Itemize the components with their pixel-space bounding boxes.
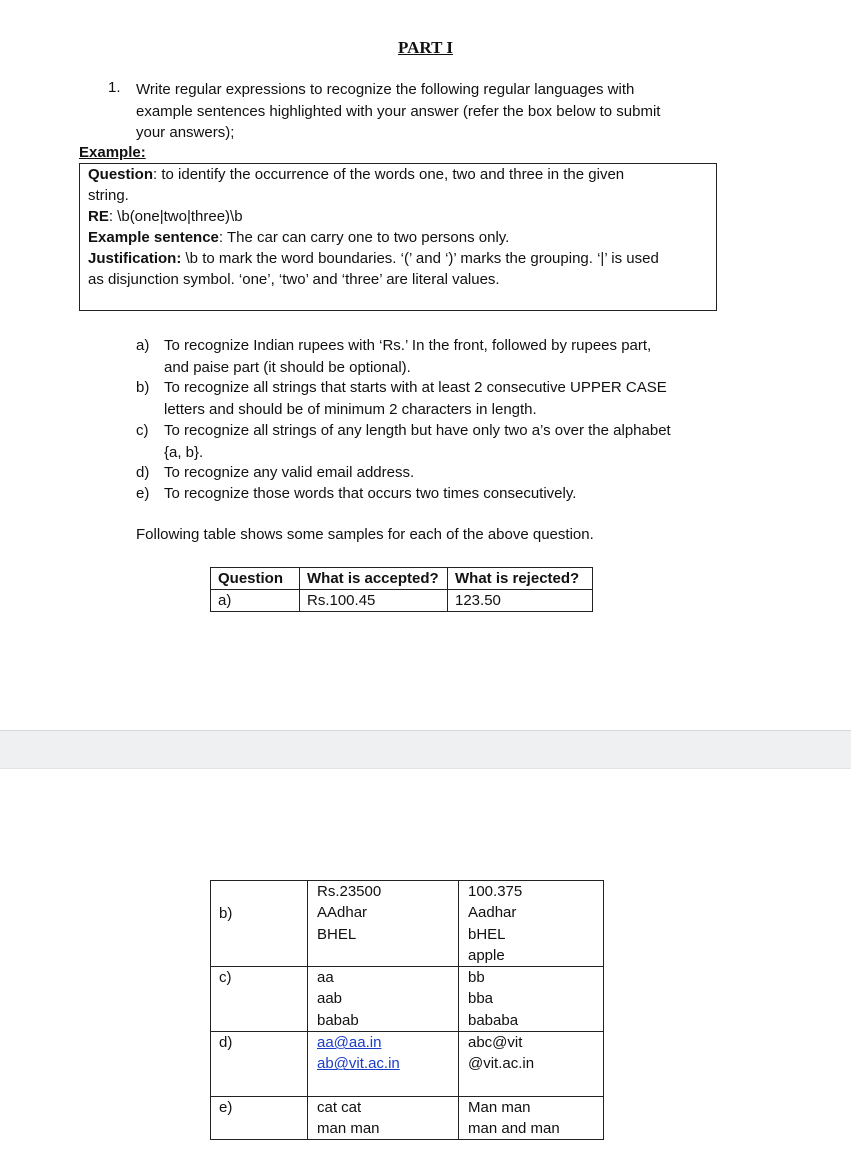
example-label: Example:	[79, 144, 146, 161]
rejected-value: Man man	[468, 1098, 531, 1116]
question-number: 1.	[108, 79, 121, 96]
accepted-value: Rs.100.45	[300, 590, 448, 612]
example-justification	[88, 248, 710, 269]
row-label: a)	[211, 590, 300, 612]
rejected-value: bb	[468, 969, 485, 987]
email-link[interactable]: ab@vit.ac.in	[317, 1055, 400, 1073]
table-row	[211, 1032, 604, 1097]
question-text	[136, 79, 718, 144]
rejected-value: apple	[468, 946, 505, 964]
accepted-value: cat cat	[317, 1098, 362, 1116]
samples-table-continued	[210, 880, 604, 1140]
example-question-text: : to identify the occurrence of the words one, two and three in the given	[153, 166, 625, 183]
header-question: Question	[211, 568, 300, 590]
question-line: example sentences highlighted with your answer (refer the box below to submit	[136, 102, 661, 120]
question-line: your answers);	[136, 124, 235, 141]
rejected-value: abc@vit	[468, 1034, 523, 1052]
example-box	[79, 163, 717, 311]
list-item-line: To recognize all strings of any length but have only two a’s over the alphabet	[164, 422, 671, 439]
page-title: PART I	[398, 38, 453, 57]
table-row	[211, 1096, 604, 1140]
row-label: b)	[219, 905, 233, 922]
list-item-label: c)	[136, 422, 149, 439]
example-question	[88, 164, 710, 185]
example-re-value: : \b(one|two|three)\b	[108, 208, 243, 225]
list-item-label: a)	[136, 337, 150, 354]
accepted-value: aa	[317, 969, 334, 987]
rejected-value: 100.375	[468, 883, 523, 900]
example-question-label: Question	[88, 166, 154, 183]
list-item-line: {a, b}.	[164, 443, 204, 461]
header-accepted: What is accepted?	[300, 568, 448, 590]
accepted-value: BHEL	[317, 925, 357, 943]
list-item-label: e)	[136, 485, 150, 502]
rejected-value: Aadhar	[468, 904, 517, 922]
accepted-value: AAdhar	[317, 904, 368, 922]
rejected-value: 123.50	[448, 590, 593, 612]
samples-table-header	[210, 567, 593, 612]
accepted-value: Rs.23500	[317, 883, 382, 900]
rejected-value: @vit.ac.in	[468, 1055, 535, 1073]
example-justification-text: \b to mark the word boundaries. ‘(’ and ‘)’ marks the grouping. ‘|’ is used	[181, 250, 659, 267]
example-re	[88, 206, 710, 227]
accepted-value: aab	[317, 990, 343, 1008]
example-sentence-value: : The car can carry one to two persons only.	[218, 229, 510, 246]
row-label: c)	[219, 969, 232, 987]
table-row	[211, 881, 604, 967]
list-item-line: To recognize those words that occurs two times consecutively.	[164, 485, 577, 502]
example-justification-label: Justification:	[88, 250, 182, 267]
example-sentence-label: Example sentence	[88, 229, 219, 246]
list-item-line: To recognize any valid email address.	[164, 464, 415, 481]
list-item-line: To recognize Indian rupees with ‘Rs.’ In the front, followed by rupees part,	[164, 337, 652, 354]
rejected-value: bba	[468, 990, 494, 1008]
rejected-value: bababa	[468, 1011, 519, 1029]
rejected-value: man and man	[468, 1119, 560, 1137]
list-item-line: and paise part (it should be optional).	[164, 358, 411, 376]
example-re-label: RE	[88, 208, 109, 225]
accepted-value: man man	[317, 1119, 380, 1137]
example-question-cont: string.	[88, 187, 129, 204]
list-item-line: To recognize all strings that starts with at least 2 consecutive UPPER CASE	[164, 379, 667, 396]
accepted-value: babab	[317, 1011, 359, 1029]
email-link[interactable]: aa@aa.in	[317, 1034, 382, 1052]
row-label: e)	[219, 1098, 233, 1116]
example-sentence	[88, 227, 710, 248]
list-item-label: b)	[136, 379, 150, 396]
question-line: Write regular expressions to recognize the following regular languages with	[136, 81, 635, 98]
header-rejected: What is rejected?	[448, 568, 593, 590]
list-item-line: letters and should be of minimum 2 characters in length.	[164, 400, 537, 418]
example-justification-cont: as disjunction symbol. ‘one’, ‘two’ and ‘three’ are literal values.	[88, 271, 500, 288]
row-label: d)	[219, 1034, 233, 1052]
list-item-label: d)	[136, 464, 150, 481]
table-row	[211, 590, 593, 612]
table-header-row	[211, 568, 593, 590]
page-break-band	[0, 730, 851, 769]
following-text: Following table shows some samples for each of the above question.	[136, 526, 594, 543]
table-row	[211, 967, 604, 1032]
rejected-value: bHEL	[468, 925, 506, 943]
